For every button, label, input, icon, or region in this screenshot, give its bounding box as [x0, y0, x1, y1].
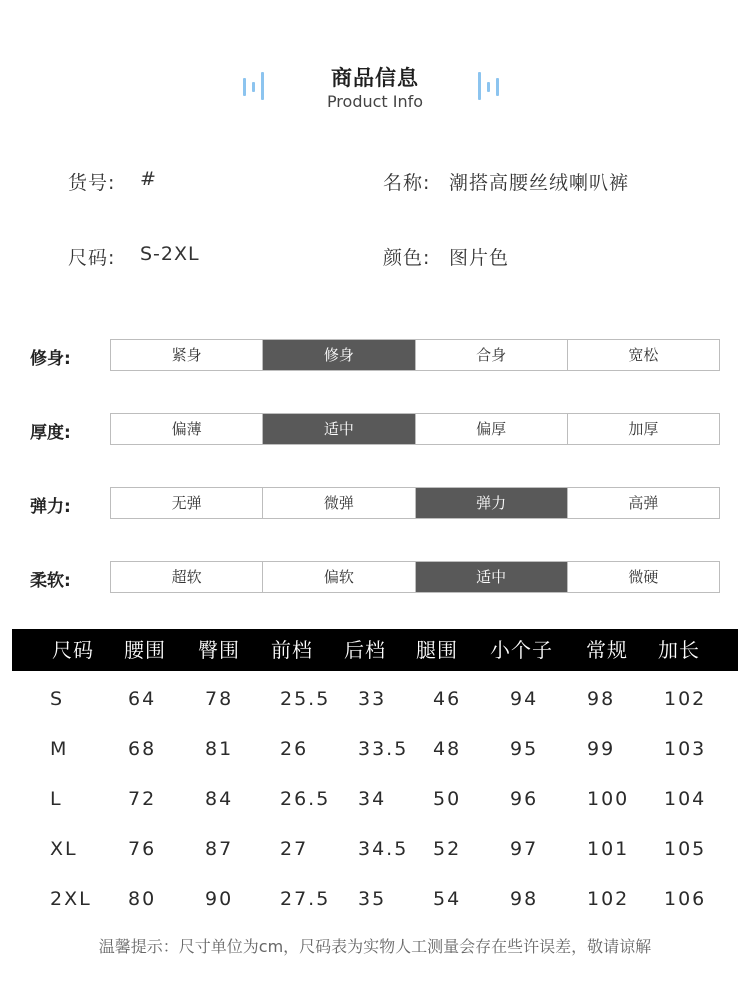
option-high-stretch: 高弹: [628, 494, 659, 512]
table-cell: 96: [510, 788, 539, 810]
attribute-label: 弹力:: [30, 497, 71, 517]
size-value: S-2XL: [140, 243, 200, 265]
table-cell: L: [50, 788, 63, 810]
option-soft: 偏软: [263, 562, 415, 592]
table-cell: 25.5: [280, 688, 331, 710]
table-cell: 94: [510, 688, 539, 710]
attribute-options: [110, 339, 720, 371]
option-thick: 偏厚: [416, 414, 568, 444]
option-tight: 紧身: [111, 340, 263, 370]
attribute-label: 柔软:: [30, 571, 71, 591]
size-table: [12, 629, 738, 910]
table-header-row: [12, 629, 738, 671]
option-no-stretch: 无弹: [111, 488, 263, 518]
item-no-value: #: [140, 168, 157, 190]
table-header-cell: 常规: [586, 638, 628, 662]
table-header-cell: 前档: [271, 638, 313, 662]
footnote: 温馨提示：尺寸单位为cm，尺码表为实物人工测量会存在些许误差，敬请谅解: [98, 937, 652, 956]
table-cell: 54: [433, 888, 462, 910]
table-cell: 52: [433, 838, 462, 860]
option-slightly-hard: 微硬: [628, 568, 659, 586]
table-cell: 78: [205, 688, 234, 710]
option-super-soft: 超软: [111, 562, 263, 592]
option-regular: 合身: [416, 340, 568, 370]
table-cell: 102: [587, 888, 630, 910]
table-header-cell: 臀围: [198, 638, 240, 662]
table-cell: 102: [664, 688, 707, 710]
item-no-label: 货号:: [68, 172, 116, 194]
table-header-cell: 后档: [344, 638, 386, 662]
table-cell: 81: [205, 738, 234, 760]
table-cell: 35: [358, 888, 387, 910]
table-cell: 34: [358, 788, 387, 810]
size-row: [68, 243, 200, 270]
name-label: 名称:: [383, 172, 431, 194]
table-cell: 104: [664, 788, 707, 810]
table-row: [12, 839, 738, 889]
name-value: 潮搭高腰丝绒喇叭裤: [449, 172, 630, 194]
option-thin: 偏薄: [111, 414, 263, 444]
table-cell: M: [50, 738, 69, 760]
table-cell: 72: [128, 788, 157, 810]
table-header-cell: 加长: [658, 638, 700, 662]
option-stretch-selected: 弹力: [416, 488, 568, 518]
option-medium-selected: 适中: [416, 562, 568, 592]
size-label: 尺码:: [68, 247, 116, 269]
table-cell: 80: [128, 888, 157, 910]
table-cell: 101: [587, 838, 630, 860]
name-row: [383, 168, 630, 195]
item-no-row: [68, 168, 157, 195]
table-cell: 99: [587, 738, 616, 760]
table-cell: S: [50, 688, 65, 710]
option-extra-thick: 加厚: [628, 420, 659, 438]
table-cell: 84: [205, 788, 234, 810]
table-header-cell: 尺码: [52, 638, 94, 662]
table-cell: 95: [510, 738, 539, 760]
table-row: [12, 789, 738, 839]
section-subtitle: Product Info: [326, 92, 424, 111]
table-cell: 98: [510, 888, 539, 910]
color-row: [383, 243, 510, 270]
table-cell: 76: [128, 838, 157, 860]
table-cell: 33.5: [358, 738, 409, 760]
section-header: [0, 60, 750, 120]
table-cell: 27: [280, 838, 309, 860]
table-cell: 100: [587, 788, 630, 810]
table-row: [12, 689, 738, 739]
option-slim-selected: 修身: [263, 340, 415, 370]
table-cell: 34.5: [358, 838, 409, 860]
table-cell: 27.5: [280, 888, 331, 910]
option-slight-stretch: 微弹: [263, 488, 415, 518]
table-header-cell: 腰围: [124, 638, 166, 662]
option-medium-selected: 适中: [263, 414, 415, 444]
table-cell: 68: [128, 738, 157, 760]
table-header-cell: 腿围: [416, 638, 458, 662]
table-cell: 105: [664, 838, 707, 860]
table-cell: 26.5: [280, 788, 331, 810]
attribute-options: [110, 413, 720, 445]
table-cell: 50: [433, 788, 462, 810]
table-cell: 97: [510, 838, 539, 860]
table-cell: 87: [205, 838, 234, 860]
table-cell: 98: [587, 688, 616, 710]
table-row: [12, 739, 738, 789]
table-header-cell: 小个子: [490, 638, 553, 662]
table-cell: 48: [433, 738, 462, 760]
section-title: 商品信息: [331, 66, 419, 90]
table-row: [12, 889, 738, 939]
table-cell: 106: [664, 888, 707, 910]
color-value: 图片色: [449, 247, 510, 269]
table-cell: 26: [280, 738, 309, 760]
table-cell: 2XL: [50, 888, 92, 910]
attribute-label: 厚度:: [30, 423, 71, 443]
table-cell: 64: [128, 688, 157, 710]
table-cell: 46: [433, 688, 462, 710]
color-label: 颜色:: [383, 247, 431, 269]
table-cell: 90: [205, 888, 234, 910]
table-cell: 33: [358, 688, 387, 710]
table-cell: 103: [664, 738, 707, 760]
attribute-label: 修身:: [30, 349, 71, 369]
table-cell: XL: [50, 838, 78, 860]
option-loose: 宽松: [628, 346, 659, 364]
attribute-options: [110, 487, 720, 519]
attribute-options: [110, 561, 720, 593]
